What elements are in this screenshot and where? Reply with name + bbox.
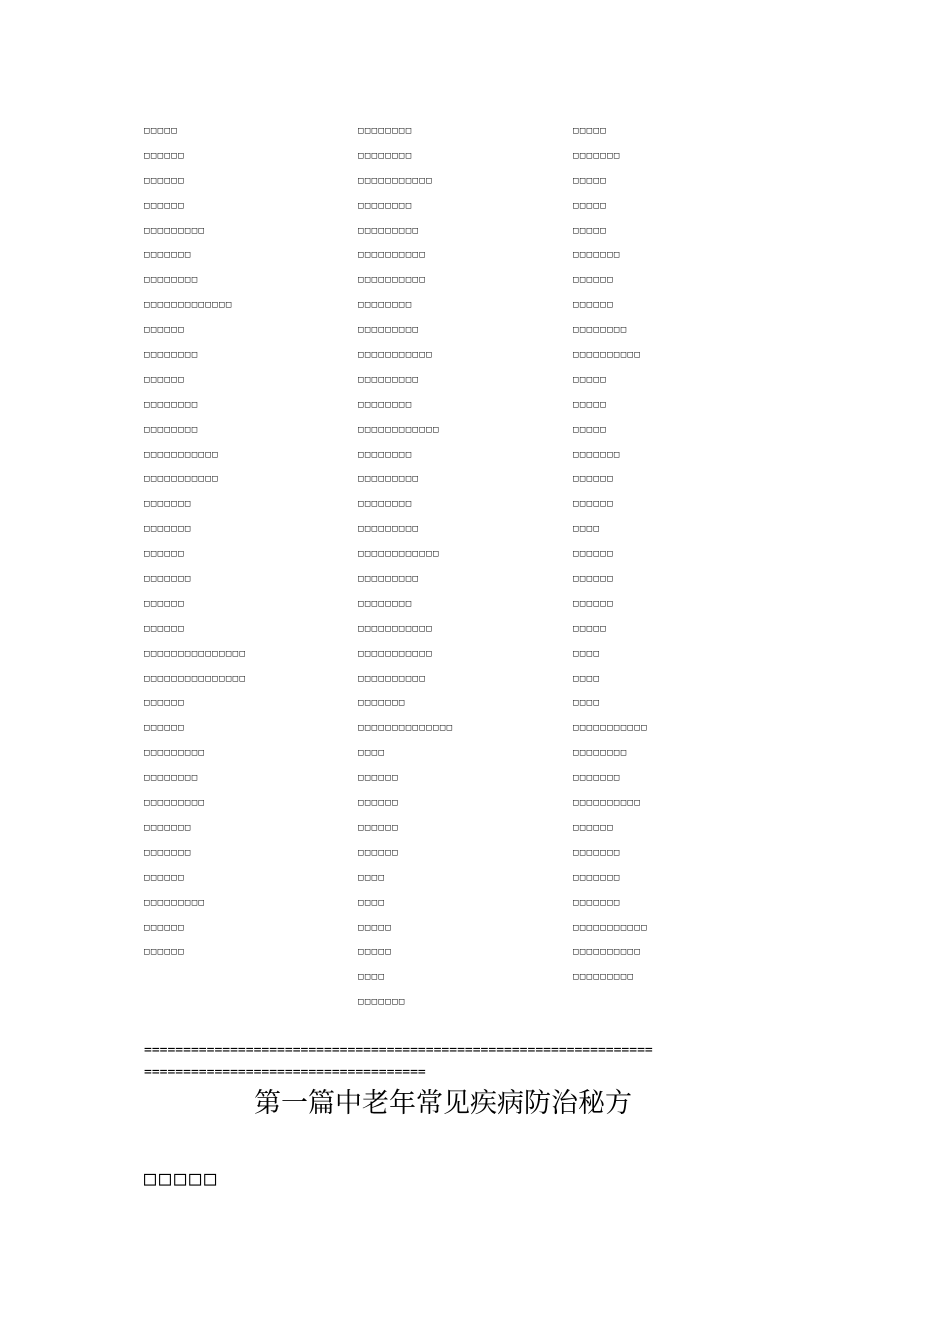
- toc-entry: □□□□□□: [144, 325, 185, 336]
- toc-entry: □□□□□□□□: [358, 300, 413, 311]
- toc-entry: □□□□□□: [144, 723, 185, 734]
- toc-entry: □□□□: [358, 872, 386, 883]
- toc-entry: □□□□□□□□□: [144, 225, 206, 236]
- toc-entry: □□□□□: [144, 126, 179, 136]
- toc-entry: □□□□□□□: [144, 822, 192, 833]
- toc-entry: □□□□□□: [358, 822, 399, 833]
- toc-entry: □□□□: [573, 698, 601, 709]
- toc-entry: □□□□□□□□□□□□: [358, 549, 440, 560]
- toc-entry: □□□□□□□: [573, 449, 621, 460]
- toc-entry: □□□□□□□□□□□: [573, 922, 649, 933]
- toc-entry: □□□□□□: [573, 300, 614, 311]
- toc-entry: □□□□□□□□□□: [358, 275, 427, 286]
- toc-entry: □□□□□□□□□: [144, 748, 206, 759]
- toc-entry: □□□□□□□□□□□: [573, 723, 649, 734]
- toc-entry: □□□□: [358, 972, 386, 983]
- toc-entry: □□□□□□□: [573, 150, 621, 161]
- toc-entry: □□□□□□□□□□: [358, 250, 427, 261]
- toc-entry: □□□□□□: [573, 499, 614, 510]
- toc-entry: □□□□□□□□□□□: [358, 623, 434, 634]
- toc-column-1: [144, 122, 246, 968]
- toc-column-3: [573, 122, 648, 993]
- toc-entry: □□□□□□: [573, 598, 614, 609]
- toc-entry: □□□□□□: [144, 947, 185, 958]
- section-heading: □□□□□: [144, 1166, 220, 1190]
- toc-entry: □□□□□□□□□□□□□□□: [144, 673, 247, 684]
- toc-entry: □□□□□: [358, 947, 393, 958]
- toc-entry: □□□□□□□: [573, 897, 621, 908]
- toc-entry: □□□□□□□□: [144, 350, 199, 361]
- toc-entry: □□□□: [573, 648, 601, 659]
- toc-entry: □□□□: [358, 897, 386, 908]
- separator-line: ================================================================= ====================================: [144, 1043, 653, 1080]
- toc-entry: □□□□□: [573, 126, 608, 136]
- toc-entry: □□□□□□□: [144, 250, 192, 261]
- toc-entry: □□□□□□□: [358, 698, 406, 709]
- toc-entry: □□□□□: [573, 424, 608, 435]
- toc-entry: □□□□□□□□□□□: [144, 474, 220, 485]
- toc-entry: □□□□□□□□□□□: [358, 175, 434, 186]
- chapter-title: 第一篇中老年常见疾病防治秘方: [254, 1088, 632, 1119]
- toc-entry: □□□□□□: [573, 574, 614, 585]
- toc-entry: □□□□□□: [573, 275, 614, 286]
- toc-entry: □□□□: [358, 748, 386, 759]
- toc-entry: □□□□□□□□□: [358, 574, 420, 585]
- toc-entry: □□□□□□□: [144, 574, 192, 585]
- toc-entry: □□□□□: [573, 623, 608, 634]
- toc-entry: □□□□□□: [358, 847, 399, 858]
- toc-entry: □□□□□□: [144, 872, 185, 883]
- toc-entry: □□□□□□□□: [144, 773, 199, 784]
- toc-entry: □□□□□□□□: [358, 399, 413, 410]
- toc-entry: □□□□□□□□: [358, 499, 413, 510]
- toc-entry: □□□□□□□: [573, 250, 621, 261]
- toc-entry: □□□□□□□□: [358, 449, 413, 460]
- toc-entry: □□□□□□: [144, 698, 185, 709]
- toc-entry: □□□□□□□□: [144, 424, 199, 435]
- toc-entry: □□□□□□□: [358, 997, 406, 1008]
- toc-entry: □□□□□□□□: [573, 325, 628, 336]
- toc-entry: □□□□□□□□□: [358, 225, 420, 236]
- toc-entry: □□□□□: [573, 225, 608, 236]
- toc-entry: □□□□□□□: [144, 524, 192, 535]
- toc-column-2: [358, 122, 453, 1018]
- toc-entry: □□□□□□□□□□□□: [358, 424, 440, 435]
- toc-entry: □□□□□□: [144, 623, 185, 634]
- toc-entry: □□□□□□□: [573, 872, 621, 883]
- toc-entry: □□□□□□□□□□: [573, 947, 642, 958]
- toc-entry: □□□□□□□: [144, 847, 192, 858]
- toc-entry: □□□□□□: [573, 549, 614, 560]
- toc-entry: □□□□□□□□□□□□□□: [358, 723, 454, 734]
- toc-entry: □□□□□□□□: [573, 748, 628, 759]
- toc-entry: □□□□□□: [573, 474, 614, 485]
- toc-entry: □□□□: [573, 524, 601, 535]
- toc-entry: □□□□□□: [573, 822, 614, 833]
- toc-entry: □□□□□□□□□□□: [144, 449, 220, 460]
- toc-entry: □□□□□□□□□□□□□: [144, 300, 233, 311]
- toc-entry: □□□□□: [358, 922, 393, 933]
- toc-entry: □□□□□□□□□□□: [358, 350, 434, 361]
- toc-entry: □□□□□□□□: [144, 399, 199, 410]
- toc-entry: □□□□□□: [144, 150, 185, 161]
- toc-entry: □□□□□□□□□: [144, 798, 206, 809]
- toc-entry: □□□□□: [573, 374, 608, 385]
- toc-entry: □□□□□□: [144, 549, 185, 560]
- toc-entry: □□□□□□: [144, 374, 185, 385]
- toc-entry: □□□□□□□: [144, 499, 192, 510]
- toc-entry: □□□□□□□□□□: [358, 673, 427, 684]
- toc-entry: □□□□□□□□□: [358, 474, 420, 485]
- toc-entry: □□□□□□□□: [358, 598, 413, 609]
- toc-entry: □□□□□□: [358, 798, 399, 809]
- toc-entry: □□□□□□: [144, 922, 185, 933]
- toc-entry: □□□□□□: [144, 175, 185, 186]
- toc-entry: □□□□□□□□□□: [573, 350, 642, 361]
- toc-entry: □□□□□□□□□: [358, 325, 420, 336]
- table-of-contents: [144, 122, 844, 1022]
- toc-entry: □□□□□□□□□: [358, 524, 420, 535]
- toc-entry: □□□□□□□□: [358, 150, 413, 161]
- toc-entry: □□□□□□□: [573, 773, 621, 784]
- toc-entry: □□□□□□□□: [144, 275, 199, 286]
- toc-entry: □□□□□□: [144, 200, 185, 211]
- toc-entry: □□□□□□□: [573, 847, 621, 858]
- toc-entry: □□□□□□□□□: [358, 374, 420, 385]
- toc-entry: □□□□: [573, 673, 601, 684]
- toc-entry: □□□□□□□□□□□□□□□: [144, 648, 247, 659]
- toc-entry: □□□□□□: [144, 598, 185, 609]
- toc-entry: □□□□□□□□: [358, 200, 413, 211]
- toc-entry: □□□□□□□□□□: [573, 798, 642, 809]
- toc-entry: □□□□□□□□□: [144, 897, 206, 908]
- toc-entry: □□□□□□: [358, 773, 399, 784]
- toc-entry: □□□□□: [573, 200, 608, 211]
- toc-entry: □□□□□□□□: [358, 126, 413, 136]
- toc-entry: □□□□□: [573, 399, 608, 410]
- toc-entry: □□□□□□□□□□□: [358, 648, 434, 659]
- toc-entry: □□□□□: [573, 175, 608, 186]
- toc-entry: □□□□□□□□□: [573, 972, 635, 983]
